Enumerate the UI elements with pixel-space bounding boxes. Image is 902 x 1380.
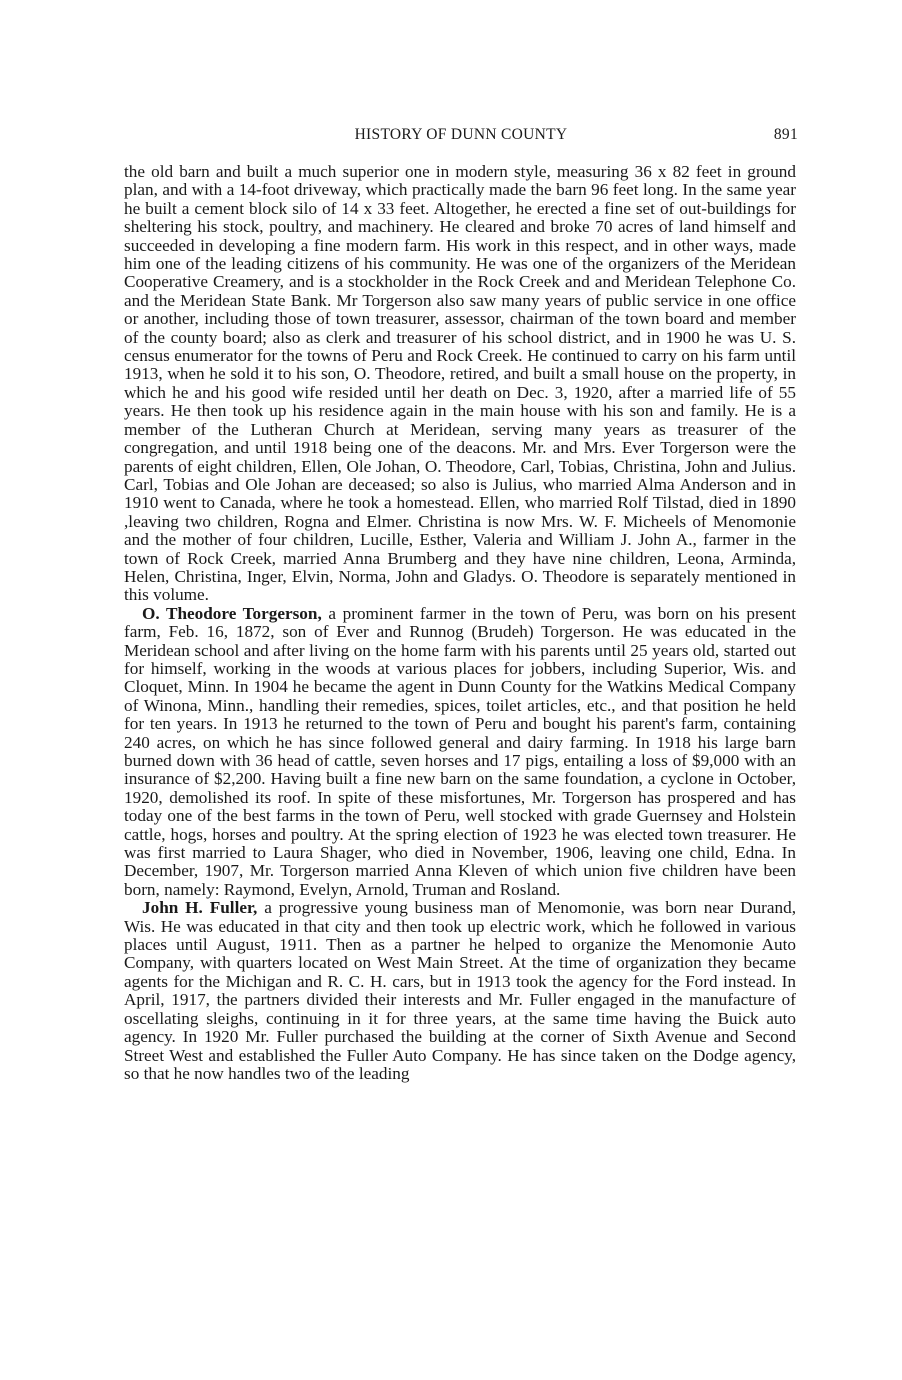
running-title: HISTORY OF DUNN COUNTY: [354, 126, 568, 143]
paragraph-torgerson-continued: [124, 163, 796, 605]
biography-name: John H. Fuller,: [142, 898, 258, 918]
biography-name: O. Theodore Torgerson,: [142, 603, 322, 623]
paragraph-text: a progressive young business man of Menomonie, was born near Durand, Wis. He was educated in that city and then took up electric work, which he followed in various places until August, 1911. Then as a partner he helped to organize the Menomonie Auto Company, with quarters located on West Main Street. At the time of organization they became agents for the Michigan and R. C. H. cars, but in 1913 took the agency for the Ford instead. In April, 1917, the partners divided their interests and Mr. Fuller engaged in the manufacture of oscellating sleighs, continuing in it for three years, at the same time having the Buick auto agency. In 1920 Mr. Fuller purchased the building at the corner of Sixth Avenue and Second Street West and established the Fuller Auto Company. He has since taken on the Dodge agency, so that he now handles two of the leading: [124, 898, 797, 1083]
paragraph-text: a prominent farmer in the town of Peru, was born on his present farm, Feb. 16, 1872, son of Ever and Runnog (Brudeh) Torgerson. He was educated in the Meridean school and after living on the home farm with his parents until 25 years old, started out for himself, working in the woods at various places for jobbers, including Superior, Wis. and Cloquet, Minn. In 1904 he became the agent in Dunn County for the Watkins Medical Company of Winona, Minn., handling their remedies, spices, toilet articles, etc., and that position he held for ten years. In 1913 he returned to the town of Peru and bought his parent's farm, containing 240 acres, on which he has since followed general and dairy farming. In 1918 his large barn burned down with 36 head of cattle, seven horses and 17 pigs, entailing a loss of $9,000 with an insurance of $2,200. Having built a fine new barn on the same foundation, a cyclone in October, 1920, demolished its roof. In spite of these misfortunes, Mr. Torgerson has prospered and has today one of the best farms in the town of Peru, well stocked with grade Guernsey and Holstein cattle, hogs, horses and poultry. At the spring election of 1923 he was elected town treasurer. He was first married to Laura Shager, who died in November, 1906, leaving one child, Edna. In December, 1907, Mr. Torgerson married Anna Kleven of which union five children have been born, namely: Raymond, Evelyn, Arnold, Truman and Rosland.: [124, 603, 796, 899]
paragraph-o-theodore-torgerson: [124, 605, 796, 900]
running-header: [124, 126, 798, 150]
paragraph-text: the old barn and built a much superior one in modern style, measuring 36 x 82 feet in ground plan, and with a 14-foot driveway, which practically made the barn 96 feet long. In the same year he built a cement block silo of 14 x 33 feet. Altogether, he erected a fine set of out-buildings for sheltering his stock, poultry, and machinery. He cleared and broke 70 acres of land himself and succeeded in developing a fine modern farm. His work in this respect, and in other ways, made him one of the leading citizens of his community. He was one of the organizers of the Meridean Cooperative Creamery, and is a stockholder in the Rock Creek and and Meridean Telephone Co. and the Meridean State Bank. Mr Torgerson also saw many years of public service in one office or another, including those of town treasurer, assessor, chairman of the town board and member of the county board; also as clerk and treasurer of his school district, and in 1900 he was U. S. census enumerator for the towns of Peru and Rock Creek. He continued to carry on his farm until 1913, when he sold it to his son, O. Theodore, retired, and built a small house on the property, in which he and his good wife resided until her death on Dec. 3, 1920, after a married life of 55 years. He then took up his residence again in the main house with his son and family. He is a member of the Lutheran Church at Meridean, serving many years as treasurer of the congregation, and until 1918 being one of the deacons. Mr. and Mrs. Ever Torgerson were the parents of eight children, Ellen, Ole Johan, O. Theodore, Carl, Tobias, Christina, John and Julius. Carl, Tobias and Ole Johan are deceased; so also is Julius, who married Alma Anderson and in 1910 went to Canada, where he took a homestead. Ellen, who married Rolf Tilstad, died in 1890 ,leaving two children, Rogna and Elmer. Christina is now Mrs. W. F. Micheels of Menomonie and the mother of four children, Lucille, Esther, Valeria and William J. John A., farmer in the town of Rock Creek, married Anna Brumberg and they have nine children, Leona, Arminda, Helen, Christina, Inger, Elvin, Norma, John and Gladys. O. Theodore is separately mentioned in this volume.: [124, 162, 796, 605]
page-number: 891: [773, 126, 798, 143]
paragraph-john-h-fuller: [124, 899, 796, 1083]
body-text: [124, 163, 796, 1083]
